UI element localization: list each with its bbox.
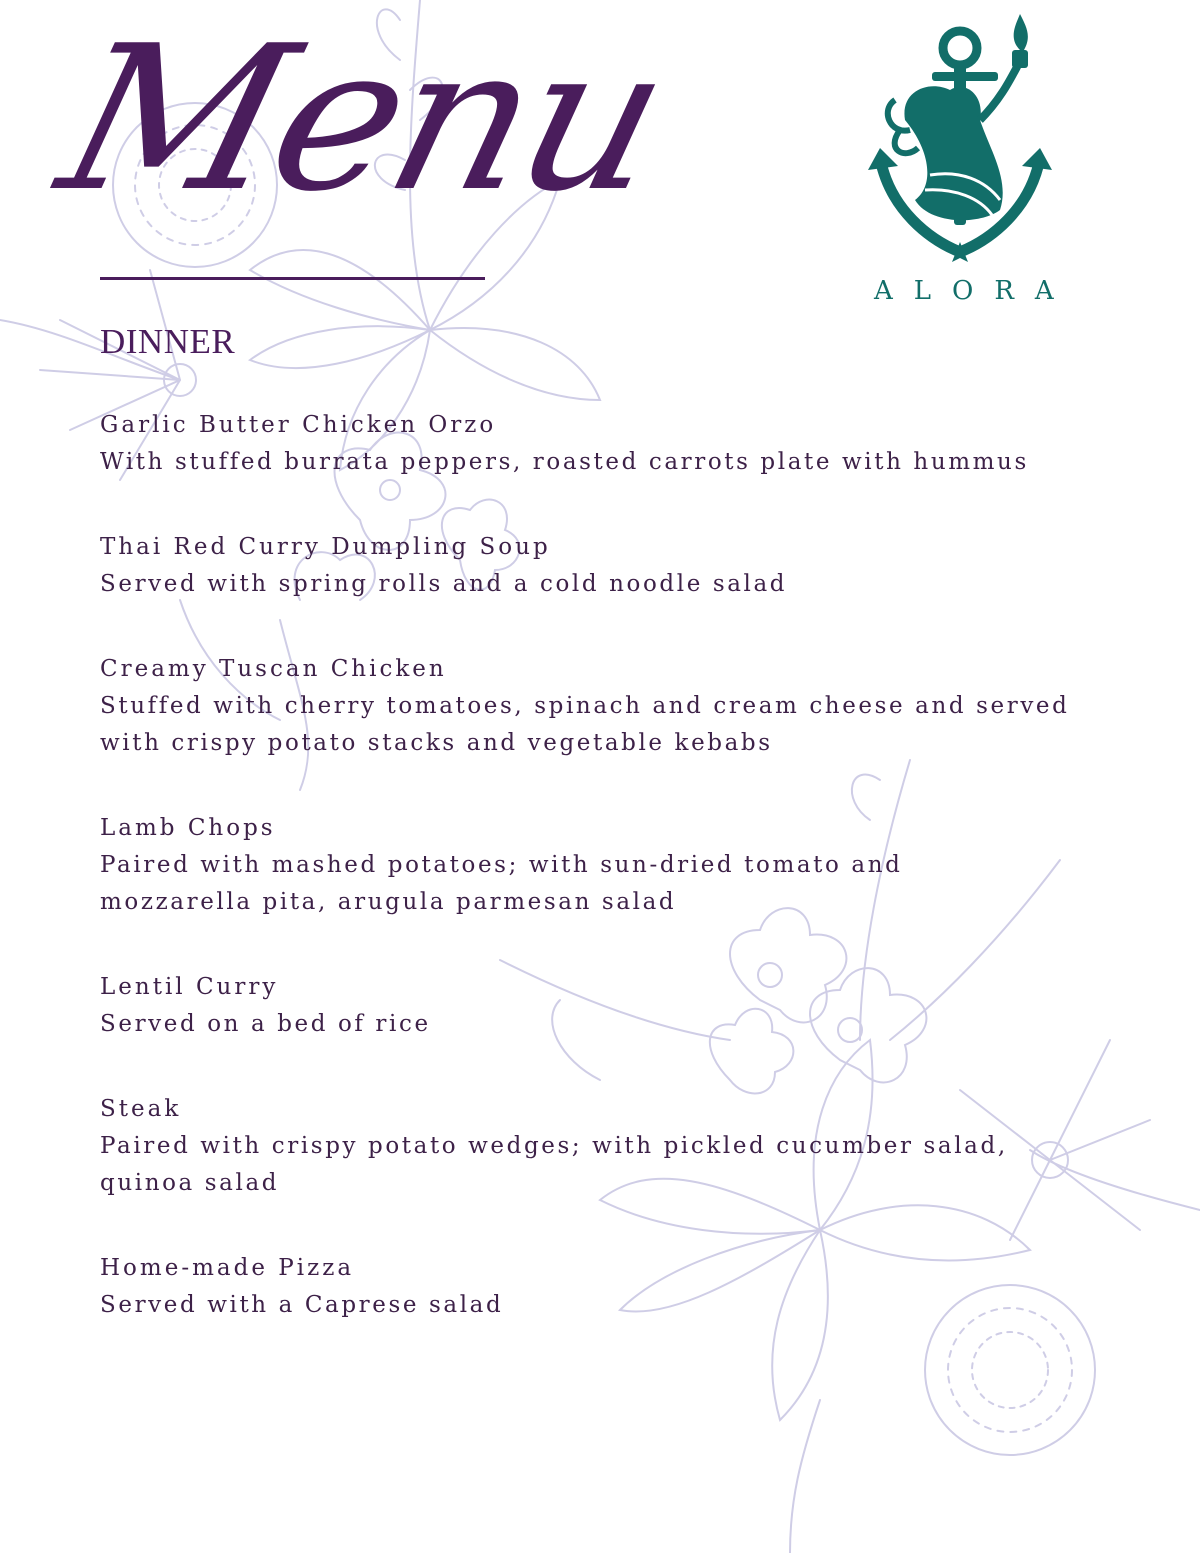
menu-item bbox=[100, 810, 1130, 921]
dish-description: Paired with mashed potatoes; with sun-dried tomato and bbox=[100, 852, 903, 878]
dish-name: Steak bbox=[100, 1096, 182, 1122]
brand-name: ALORA bbox=[874, 276, 1075, 306]
section-title-dinner: DINNER bbox=[100, 322, 236, 361]
dish-description: quinoa salad bbox=[100, 1170, 280, 1196]
menu-item bbox=[100, 1250, 1130, 1324]
menu-item bbox=[100, 407, 1130, 481]
dish-name: Garlic Butter Chicken Orzo bbox=[100, 412, 497, 438]
anchor-figure-icon bbox=[860, 10, 1070, 270]
dish-description: Served with spring rolls and a cold noodle salad bbox=[100, 571, 788, 597]
menu-item bbox=[100, 529, 1130, 603]
dish-description: Paired with crispy potato wedges; with pickled cucumber salad, bbox=[100, 1133, 1008, 1159]
brand-logo bbox=[860, 10, 1075, 306]
menu-item bbox=[100, 1091, 1130, 1202]
dish-description: with crispy potato stacks and vegetable kebabs bbox=[100, 730, 773, 756]
dish-name: Thai Red Curry Dumpling Soup bbox=[100, 534, 551, 560]
dish-name: Creamy Tuscan Chicken bbox=[100, 656, 447, 682]
dish-description: Served with a Caprese salad bbox=[100, 1292, 504, 1318]
menu-title: Menu bbox=[41, 3, 684, 236]
dish-description: With stuffed burrata peppers, roasted carrots plate with hummus bbox=[100, 449, 1029, 475]
dish-name: Lentil Curry bbox=[100, 974, 279, 1000]
dish-description: Stuffed with cherry tomatoes, spinach and cream cheese and served bbox=[100, 693, 1070, 719]
dish-description: Served on a bed of rice bbox=[100, 1011, 431, 1037]
dish-name: Lamb Chops bbox=[100, 815, 276, 841]
dish-description: mozzarella pita, arugula parmesan salad bbox=[100, 889, 677, 915]
menu-item bbox=[100, 969, 1130, 1043]
menu-item bbox=[100, 651, 1130, 762]
title-underline bbox=[100, 277, 485, 280]
dish-name: Home-made Pizza bbox=[100, 1255, 355, 1281]
